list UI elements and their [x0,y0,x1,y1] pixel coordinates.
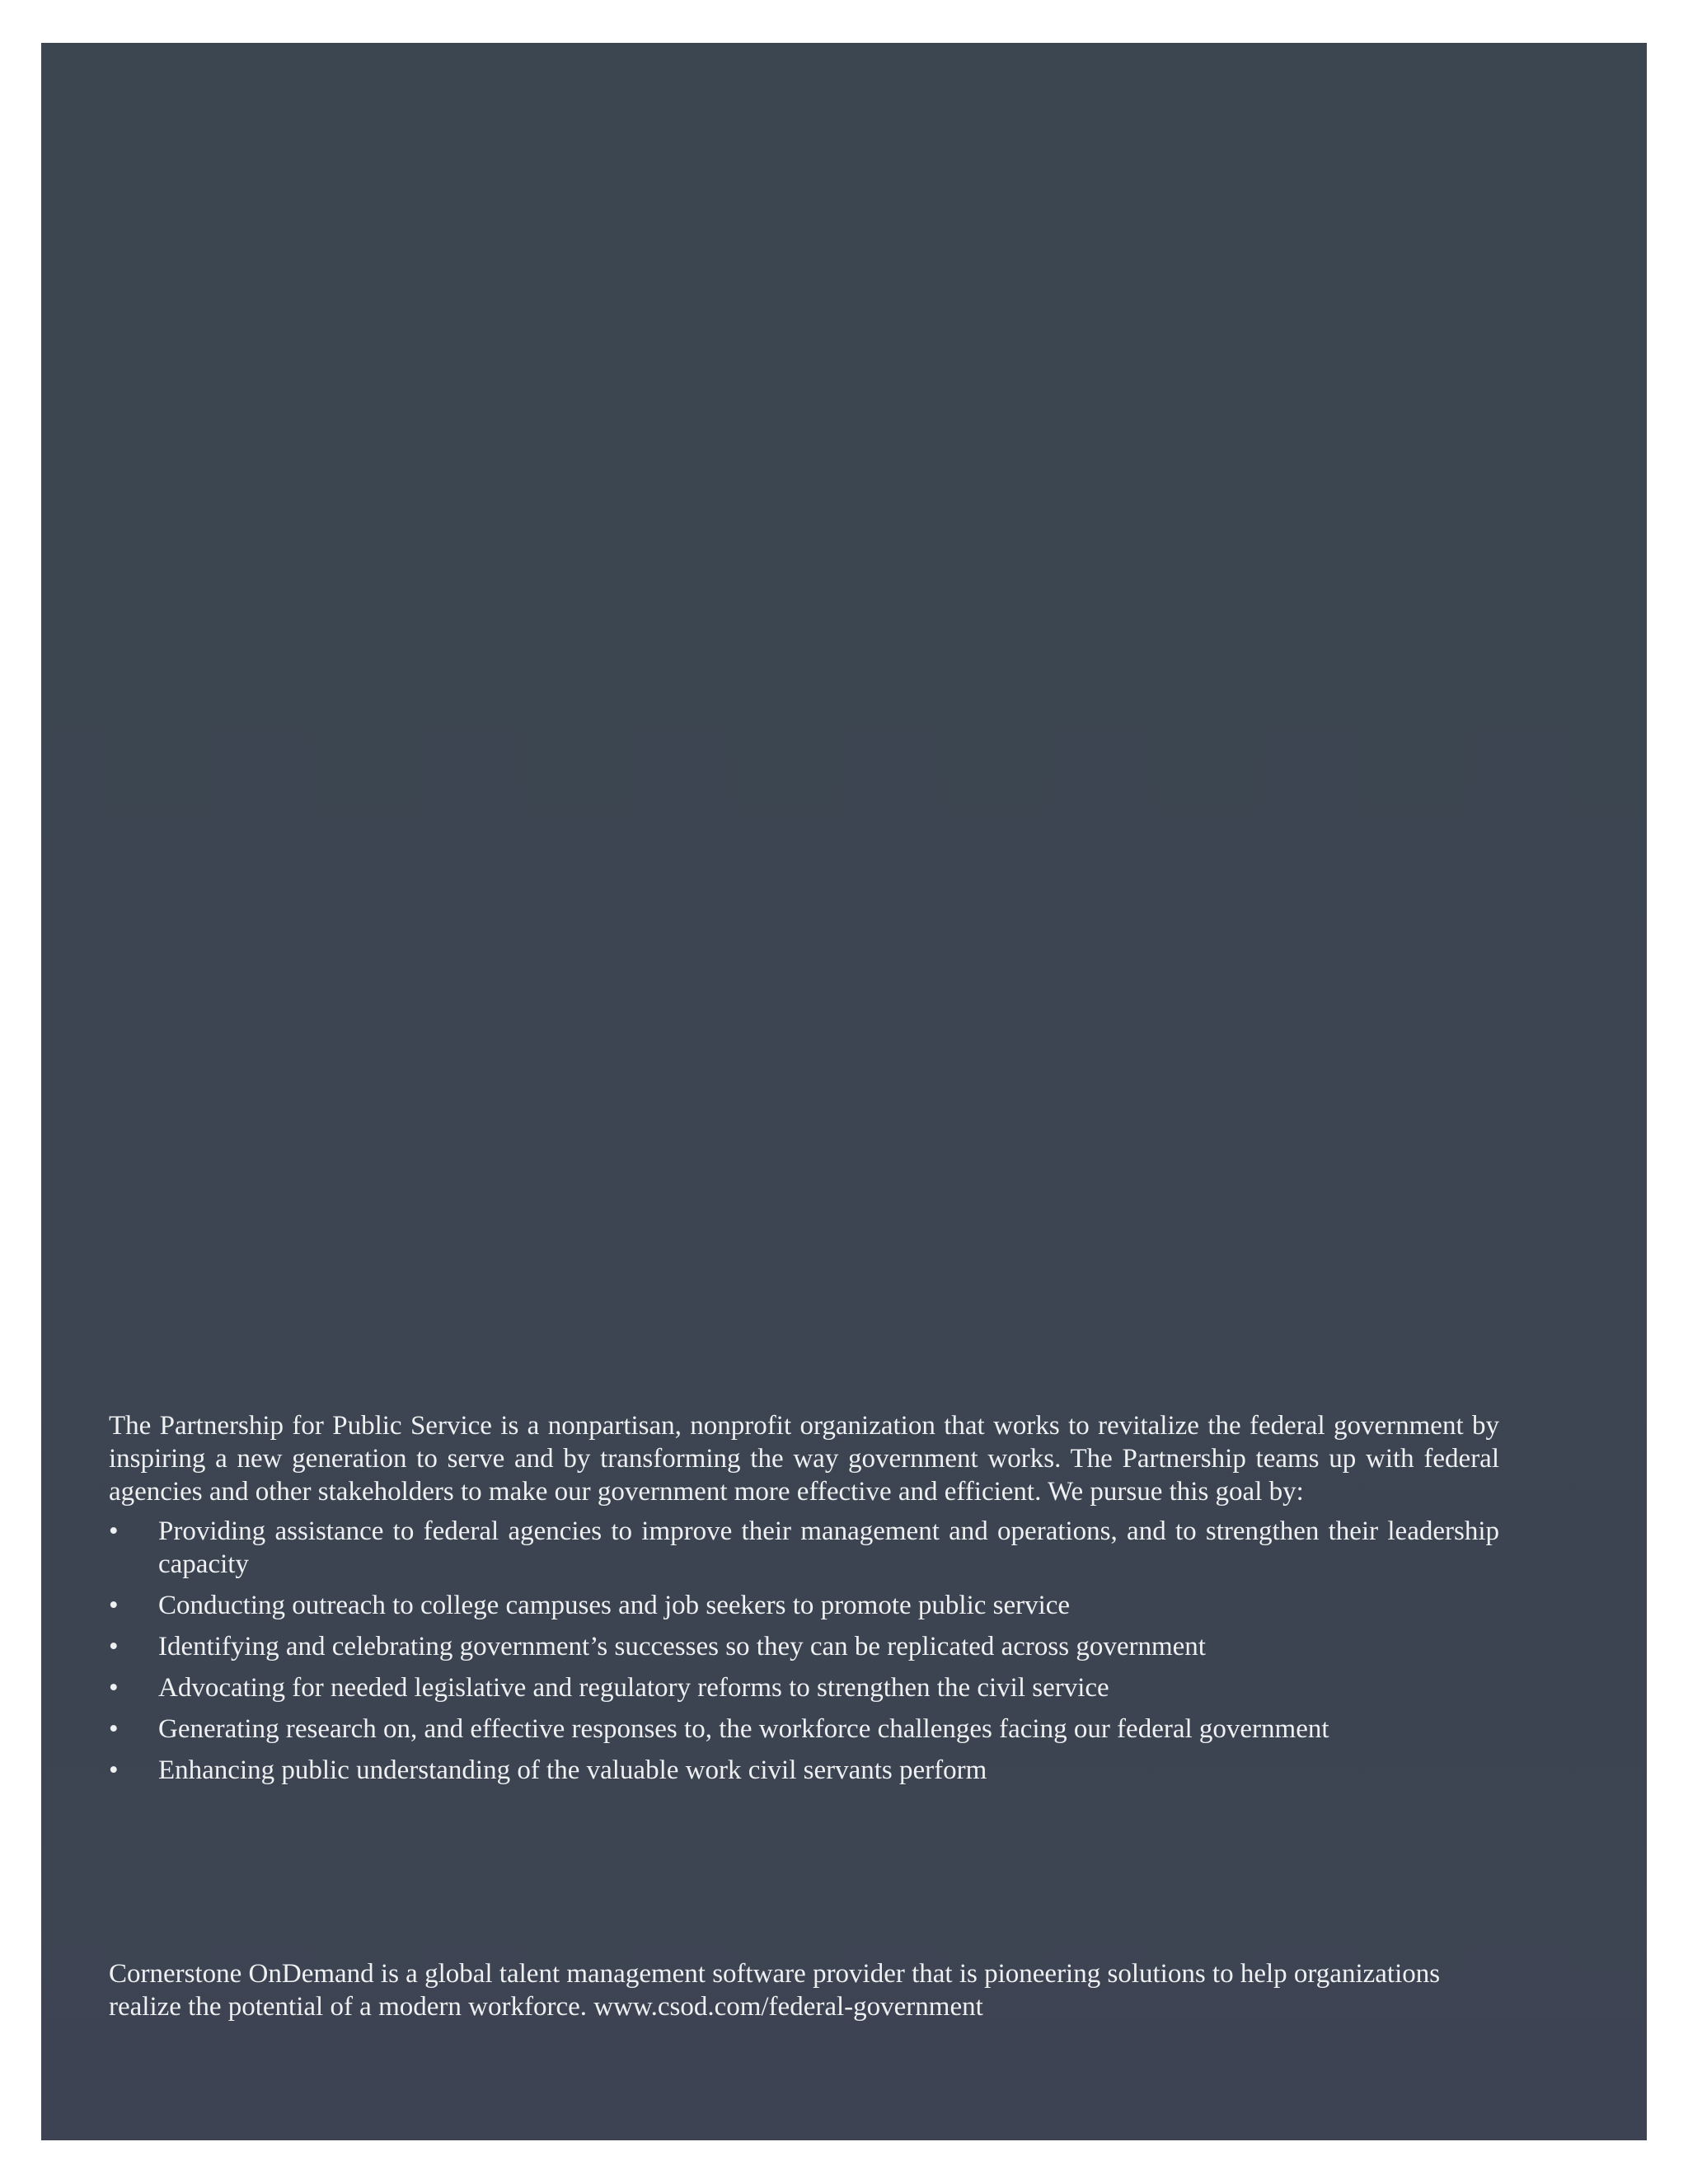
about-intro: The Partnership for Public Service is a nonpartisan, nonprofit organization that works to revitalize the federal government by inspiring a new generation to serve and by transforming the way government works. The Partnership teams up with federal agencies and other stakeholders to make our government more effective and efficient. We pursue this goal by: [109,1411,1499,1507]
list-item-text: Providing assistance to federal agencies to improve their management and operations, and to strengthen their leadership capacity [158,1516,1499,1579]
list-item [109,1515,1499,1581]
list-item [109,1754,1499,1787]
list-item-text: Enhancing public understanding of the valuable work civil servants perform [158,1755,987,1785]
bullet-icon: • [109,1755,119,1785]
bullet-icon: • [109,1673,119,1703]
sponsor-statement: Cornerstone OnDemand is a global talent management software provider that is pioneering solutions to help organizations realize the potential of a modern workforce. www.csod.com/federal-government [109,1959,1441,2022]
list-item-text: Generating research on, and effective responses to, the workforce challenges facing our federal government [158,1714,1329,1744]
bullet-icon: • [109,1632,119,1661]
list-item [109,1671,1499,1704]
list-item [109,1630,1499,1663]
list-item-text: Conducting outreach to college campuses and job seekers to promote public service [158,1591,1071,1620]
list-item [109,1713,1499,1746]
back-cover-panel [41,43,1647,2140]
bullet-icon: • [109,1591,119,1620]
list-item-text: Identifying and celebrating government’s successes so they can be replicated across government [158,1632,1206,1661]
bullet-icon: • [109,1516,119,1546]
list-item-text: Advocating for needed legislative and regulatory reforms to strengthen the civil service [158,1673,1109,1703]
about-section [109,1409,1499,1795]
list-item [109,1589,1499,1622]
goals-list [109,1515,1499,1787]
bullet-icon: • [109,1714,119,1744]
